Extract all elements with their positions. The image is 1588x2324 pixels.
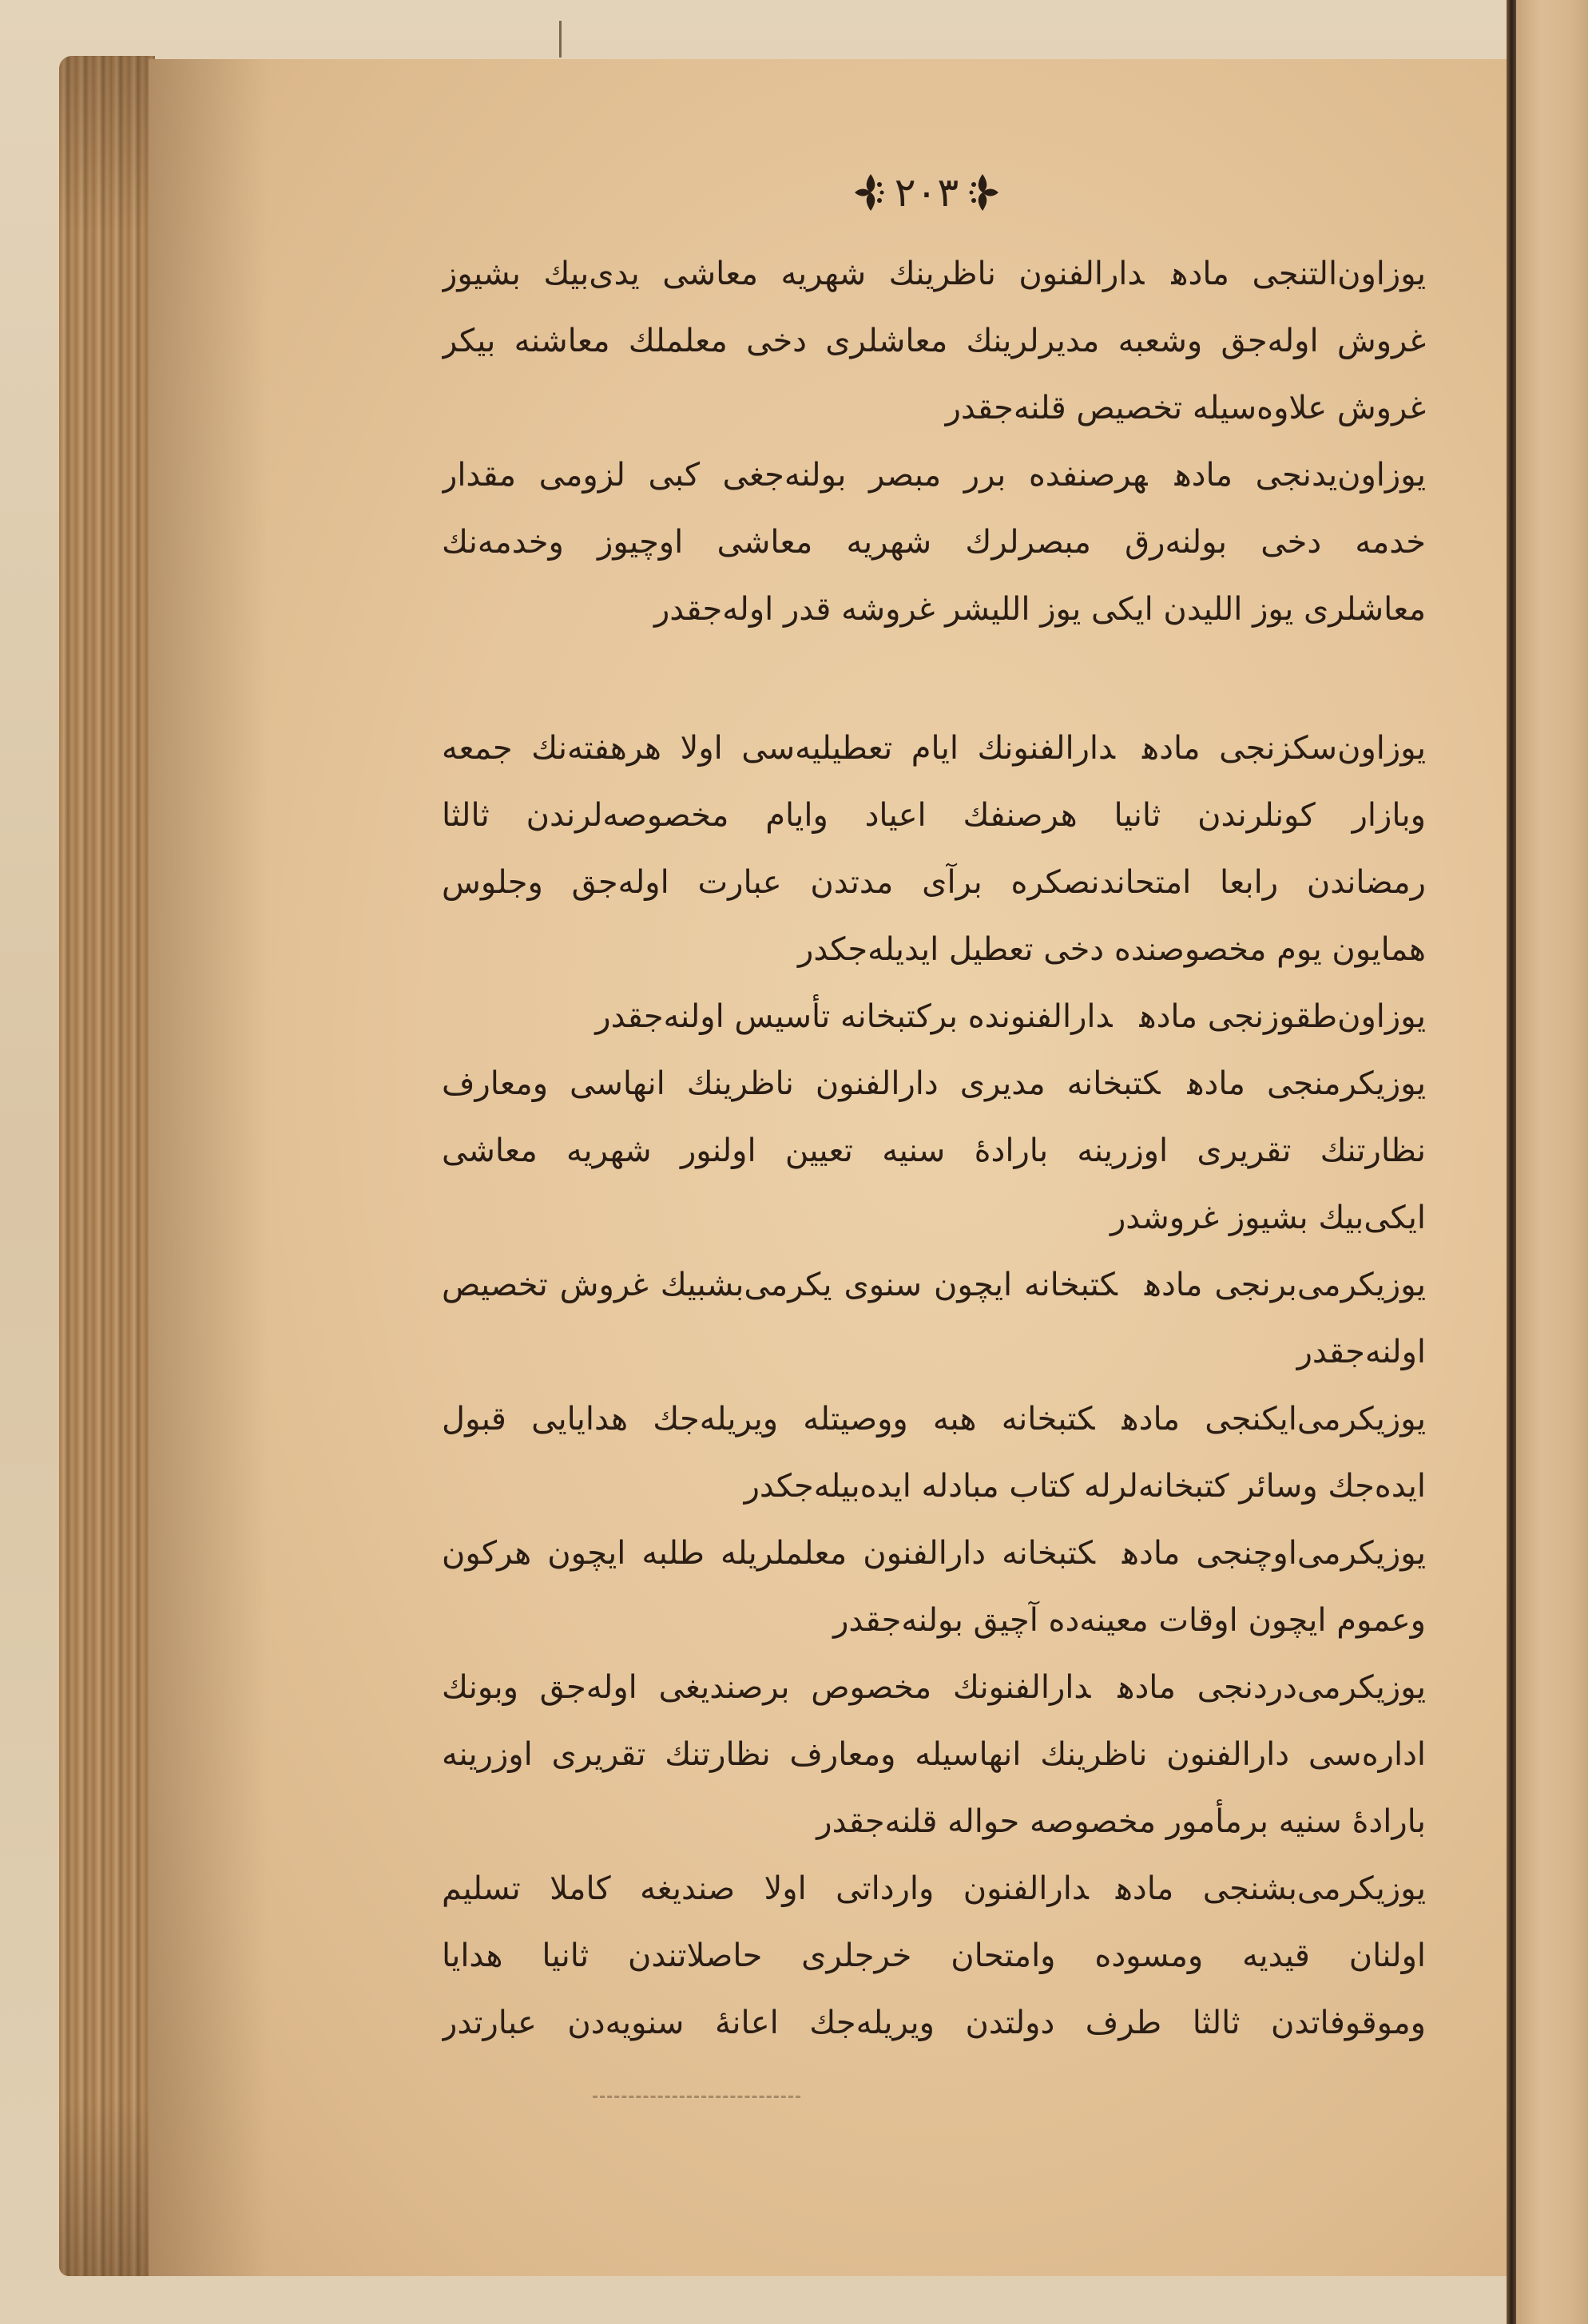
text-line: وبازار كونلرندن ثانیا هرصنفك اعیاد وایام مخصوصه‌لرندن ثالثا	[442, 797, 1426, 834]
article	[442, 1855, 1426, 2056]
line-text: كتبخانه دارالفنون معلملریله طلبه ایچون هركون	[442, 1535, 1095, 1572]
article-heading: یوزیكرمی‌ایكنجی ماده	[1122, 1401, 1426, 1438]
article	[442, 442, 1426, 643]
page-edge-shadow	[149, 59, 268, 2276]
line-text: كتبخانه هبه ووصیتله ویریله‌جك هدایایی قبول	[442, 1401, 1095, 1438]
article-heading: یوزیكرمنجی ماده	[1187, 1065, 1426, 1102]
line-text: كتبخانه ایچون سنوی یكرمی‌بشبیك غروش تخصیص	[442, 1267, 1118, 1303]
text-line	[442, 715, 1426, 782]
article	[442, 1050, 1426, 1251]
article-heading: یوزیكرمی‌بشنجی ماده	[1115, 1870, 1426, 1907]
line-text: هرصنفده برر مبصر بولنه‌جغی كبی لزومی مقدار	[442, 457, 1148, 494]
page-header	[807, 158, 1046, 227]
stray-mark	[559, 21, 562, 58]
text-line: غروش اوله‌جق وشعبه مدیرلرینك معاشلری دخی معلملك معاشنه بیكر	[442, 323, 1426, 359]
article-heading: یوزاون‌سكزنجی ماده	[1142, 730, 1426, 767]
article	[442, 1386, 1426, 1520]
fleuron-right-icon	[968, 172, 1000, 213]
text-line: غروش علاوه‌سیله تخصیص قلنه‌جقدر	[945, 390, 1426, 426]
book-gutter	[1507, 0, 1516, 2324]
text-line: وعموم ایچون اوقات معینه‌ده آچیق بولنه‌جقدر	[833, 1602, 1426, 1639]
line-text: دارالفنونده بركتبخانه تأسیس اولنه‌جقدر	[595, 998, 1113, 1035]
bottom-rule	[593, 2096, 800, 2098]
line-text: دارالفنون وارداتی اولا صندیغه كاملا تسلیم	[442, 1870, 1089, 1907]
text-line	[442, 240, 1426, 307]
text-line: ایده‌جك وسائر كتبخانه‌لرله كتاب مبادله ایده‌بیله‌جكدر	[744, 1468, 1426, 1505]
line-text: كتبخانه مدیری دارالفنون ناظرینك انهاسی ومعارف	[442, 1065, 1161, 1102]
fleuron-left-icon	[853, 172, 885, 213]
text-line	[442, 442, 1426, 509]
page-number: ۲۰۳	[894, 169, 959, 216]
text-line: خدمه دخی بولنه‌رق مبصرلرك شهریه معاشی اوچیوز وخدمه‌نك	[442, 524, 1426, 561]
article	[442, 240, 1426, 442]
text-line	[442, 983, 1426, 1050]
text-line	[442, 1050, 1426, 1117]
text-line	[442, 1520, 1426, 1587]
page-stack-edge	[59, 56, 155, 2276]
text-line: اداره‌سی دارالفنون ناظرینك انهاسیله ومعارف نظارتنك تقریری اوزرینه	[442, 1736, 1426, 1773]
text-line	[442, 1654, 1426, 1721]
article-heading: یوزاون‌طقوزنجی ماده	[1139, 998, 1426, 1035]
article	[442, 983, 1426, 1050]
page-body-text	[442, 240, 1426, 2056]
facing-page-edge	[1516, 0, 1588, 2324]
line-text: دارالفنون ناظرینك شهریه معاشی یدی‌بیك بشیوز	[442, 256, 1145, 292]
text-line: ایكی‌بیك بشیوز غروشدر	[1110, 1200, 1426, 1236]
text-line	[442, 1251, 1426, 1319]
text-line: اولنان قیدیه ومسوده وامتحان خرجلری حاصلاتندن ثانیا هدایا	[442, 1937, 1426, 1974]
paragraph-gap	[442, 643, 1426, 715]
text-line: نظارتنك تقریری اوزرینه بارادهٔ سنیه تعیین اولنور شهریه معاشی	[442, 1132, 1426, 1169]
text-line: رمضاندن رابعا امتحاندنصكره برآی مدتدن عبارت اوله‌جق وجلوس	[442, 864, 1426, 901]
article	[442, 1654, 1426, 1855]
article-heading: یوزیكرمی‌دردنجی ماده	[1118, 1669, 1426, 1706]
article	[442, 1520, 1426, 1654]
line-text: دارالفنونك ایام تعطیلیه‌سی اولا هرهفته‌نك جمعه	[442, 730, 1116, 767]
text-line: معاشلری یوز اللیدن ایكی یوز اللیشر غروشه قدر اوله‌جقدر	[653, 591, 1426, 628]
text-line	[442, 1386, 1426, 1453]
text-line	[442, 1855, 1426, 1922]
text-line: بارادهٔ سنیه برمأمور مخصوصه حواله قلنه‌جقدر	[816, 1803, 1426, 1840]
article	[442, 1251, 1426, 1386]
article-heading: یوزاون‌التنجی ماده	[1171, 256, 1426, 292]
text-line: همایون یوم مخصوصنده دخی تعطیل ایدیله‌جكدر	[798, 931, 1426, 968]
text-line: اولنه‌جقدر	[1296, 1334, 1426, 1370]
article-heading: یوزاون‌یدنجی ماده	[1174, 457, 1426, 494]
article-heading: یوزیكرمی‌اوچنجی ماده	[1122, 1535, 1426, 1572]
line-text: دارالفنونك مخصوص برصندیغی اوله‌جق وبونك	[442, 1669, 1091, 1706]
text-line: وموقوفاتدن ثالثا طرف دولتدن ویریله‌جك اعانهٔ سنویه‌دن عبارتدر	[442, 2005, 1426, 2041]
article-heading: یوزیكرمی‌برنجی ماده	[1144, 1267, 1426, 1303]
article	[442, 715, 1426, 983]
